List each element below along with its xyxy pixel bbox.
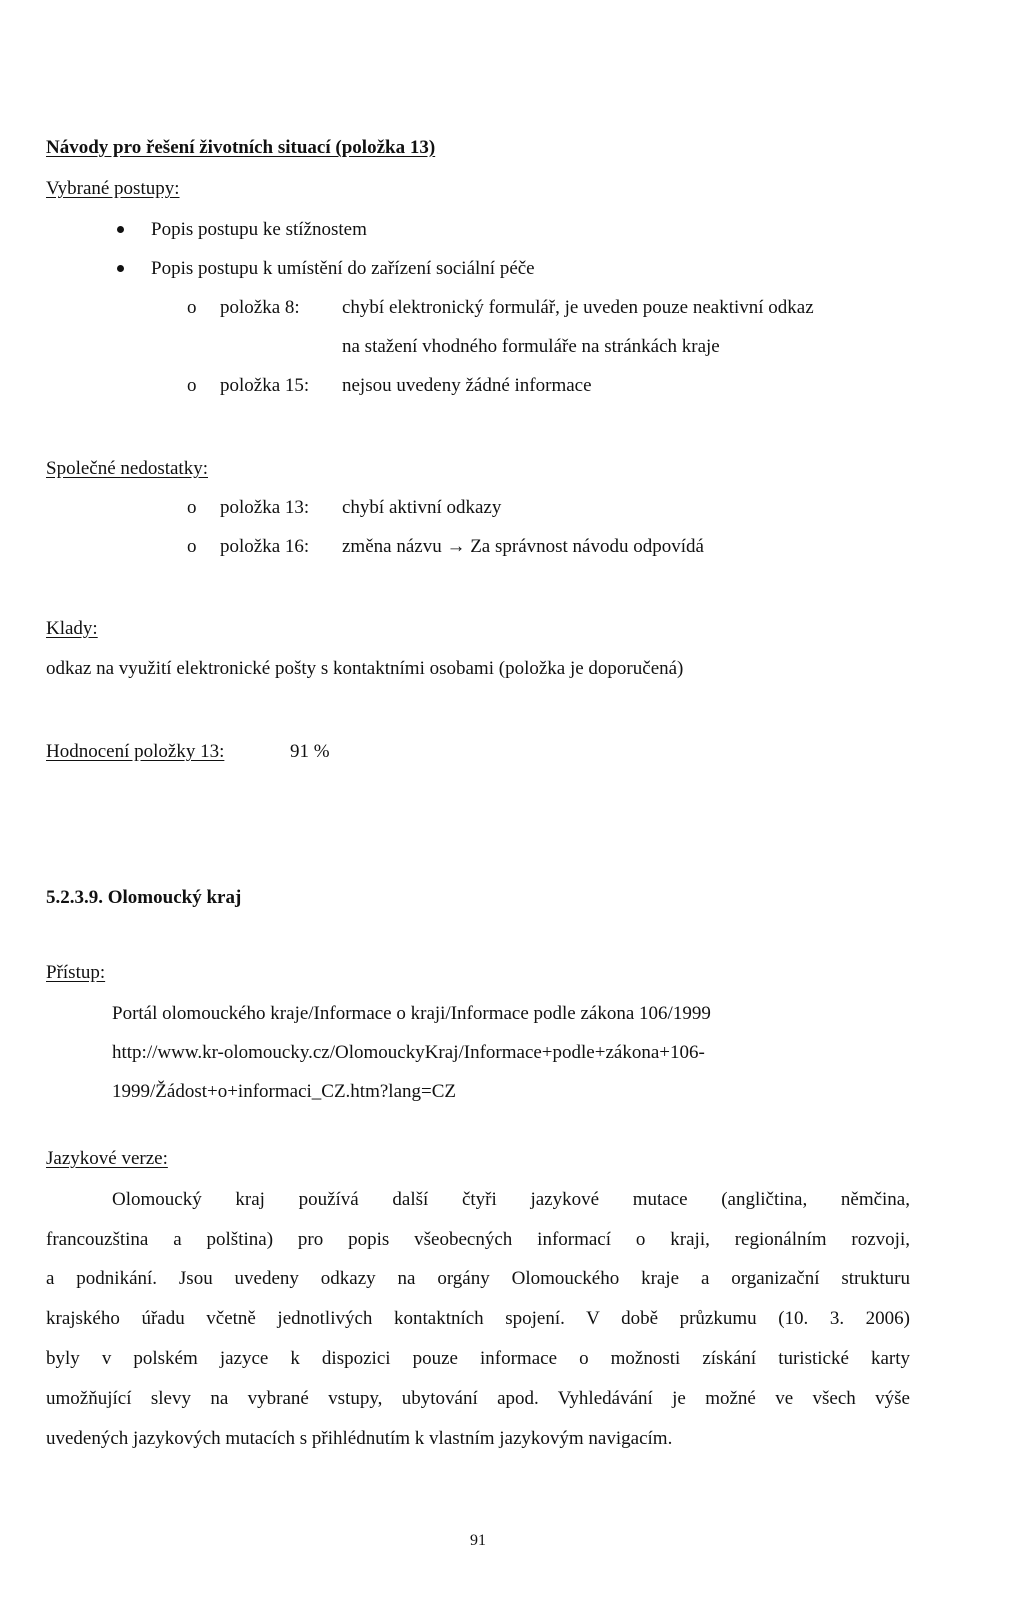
sub-item-key: položka 13:	[220, 497, 310, 518]
sub-item-key: položka 16:	[220, 536, 310, 557]
bullet-item: Popis postupu k umístění do zařízení sociální péče	[151, 258, 535, 279]
paragraph-line: uvedených jazykových mutacích s přihlédnutím k vlastním jazykovým navigacím.	[46, 1428, 673, 1449]
language-versions-label: Jazykové verze:	[46, 1148, 168, 1169]
sub-item-text: na stažení vhodného formuláře na stránkách kraje	[342, 336, 720, 357]
paragraph-line: byly v polském jazyce k dispozici pouze informace o možnosti získání turistické karty	[46, 1348, 910, 1369]
common-deficiencies-label: Společné nedostatky:	[46, 458, 208, 479]
pros-label: Klady:	[46, 618, 98, 639]
paragraph-line: Olomoucký kraj používá další čtyři jazykové mutace (angličtina, němčina,	[112, 1189, 910, 1210]
selected-procedures-label: Vybrané postupy:	[46, 178, 180, 199]
bullet-icon	[117, 265, 124, 272]
section-title: Návody pro řešení životních situací (položka 13)	[46, 137, 436, 158]
rating-label: Hodnocení položky 13:	[46, 741, 225, 762]
page-number: 91	[470, 1532, 486, 1549]
sub-item-text: chybí elektronický formulář, je uveden pouze neaktivní odkaz	[342, 297, 814, 318]
rating-value: 91 %	[290, 741, 330, 762]
sub-item-key: položka 15:	[220, 375, 310, 396]
sub-item-text: nejsou uvedeny žádné informace	[342, 375, 592, 396]
bullet-item: Popis postupu ke stížnostem	[151, 219, 367, 240]
paragraph-line: a podnikání. Jsou uvedeny odkazy na orgány Olomouckého kraje a organizační strukturu	[46, 1268, 910, 1289]
bullet-icon	[117, 226, 124, 233]
paragraph-line: umožňující slevy na vybrané vstupy, ubytování apod. Vyhledávání je možné ve všech výše	[46, 1388, 910, 1409]
sub-item-key: položka 8:	[220, 297, 300, 318]
access-label: Přístup:	[46, 962, 106, 983]
paragraph-line: francouzština a polština) pro popis všeobecných informací o kraji, regionálním rozvoji,	[46, 1229, 910, 1250]
access-path: Portál olomouckého kraje/Informace o kraji/Informace podle zákona 106/1999	[112, 1003, 711, 1024]
sub-item-text: změna názvu → Za správnost návodu odpovídá	[342, 536, 704, 557]
sub-item-text: chybí aktivní odkazy	[342, 497, 502, 518]
circle-marker-icon: o	[187, 297, 197, 318]
circle-marker-icon: o	[187, 375, 197, 396]
access-url: 1999/Žádost+o+informaci_CZ.htm?lang=CZ	[112, 1081, 457, 1102]
access-url: http://www.kr-olomoucky.cz/OlomouckyKraj/Informace+podle+zákona+106-	[112, 1042, 705, 1063]
circle-marker-icon: o	[187, 497, 197, 518]
paragraph-line: krajského úřadu včetně jednotlivých kontaktních spojení. V době průzkumu (10. 3. 2006)	[46, 1308, 910, 1329]
circle-marker-icon: o	[187, 536, 197, 557]
section-heading: 5.2.3.9. Olomoucký kraj	[46, 887, 242, 908]
pros-text: odkaz na využití elektronické pošty s kontaktními osobami (položka je doporučená)	[46, 658, 684, 679]
